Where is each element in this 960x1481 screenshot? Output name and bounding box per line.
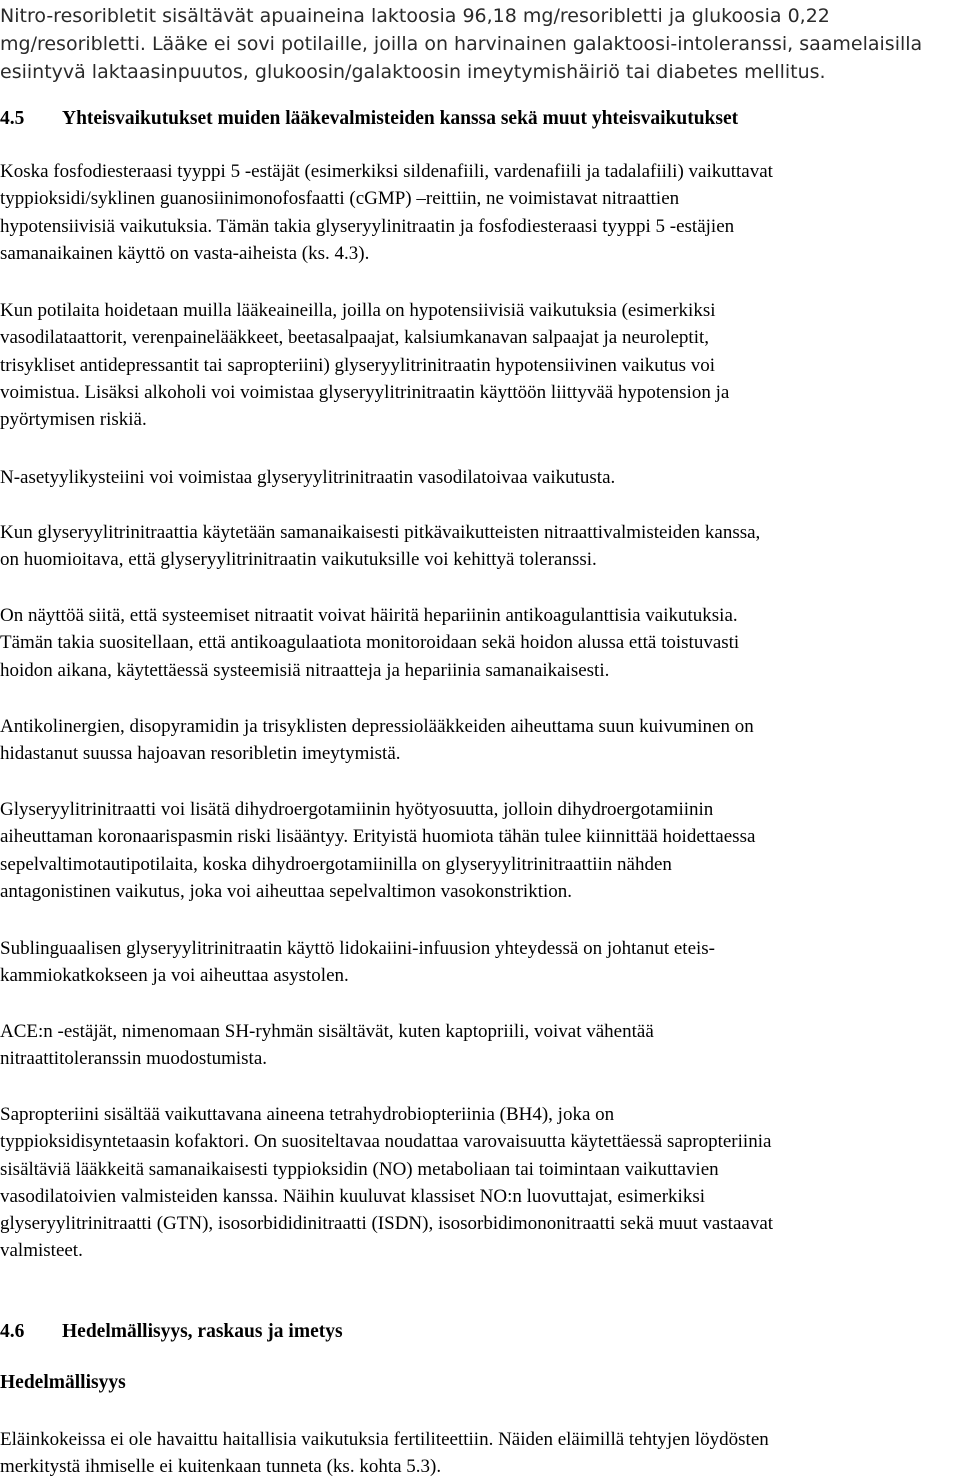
paragraph-hypotensive-drugs: Kun potilaita hoidetaan muilla lääkeaineilla, joilla on hypotensiivisiä vaikutuksia (esimerkiksi vasodilataattorit, verenpainelääkkeet, beetasalpaajat, kalsiumkanavan salpaajat ja neuroleptit, trisykliset antidepressantit tai sapropteriini) glyseryylitrinitraatin hypotensiivinen vaikutus voi voimistua. Lisäksi alkoholi voi voimistaa glyseryylitrinitraatin käyttöön liittyvää hypotension ja pyörtymisen riskiä. — [0, 300, 730, 431]
paragraph-sapropterin: Sapropteriini sisältää vaikuttavana aineena tetrahydrobiopteriinia (BH4), joka on typpioksidisyntetaasin kofaktori. On suositeltavaa noudattaa varovaisuutta käytettäessä sapropteriinia sisältäviä lääkkeitä samanaikaisesti typpioksidin (NO) metaboliaan tai toimintaan vaikuttavien vasodilatoivien valmisteiden kanssa. Näihin kuuluvat klassiset NO:n luovuttajat, esimerkiksi glyseryylitrinitraatti (GTN), isosorbididinitraatti (ISDN), isosorbidimononitraatti sekä muut vastaavat valmisteet. — [0, 1104, 774, 1262]
paragraph-lidocaine: Sublinguaalisen glyseryylitrinitraatin käyttö lidokaiini-infuusion yhteydessä on johtanut eteis- kammiokatkokseen ja voi aiheuttaa asystolen. — [0, 938, 716, 987]
paragraph-pde5-inhibitors: Koska fosfodiesteraasi tyyppi 5 -estäjät (esimerkiksi sildenafiili, vardenafiili ja tadalafiili) vaikuttavat typpioksidi/syklinen guanosiinimonofosfaatti (cGMP) –reittiin, ne voimistavat nitraattien hypotensiivisiä vaikutuksia. Tämän takia glyseryylinitraatin ja fosfodiesteraasi tyyppi 5 -estäjien samanaikainen käyttö on vasta-aiheista (ks. 4.3). — [0, 161, 773, 264]
section-title: Hedelmällisyys, raskaus ja imetys — [62, 1321, 343, 1342]
section-heading-4-6 — [0, 1318, 343, 1346]
paragraph-n-acetylcysteine: N-asetyylikysteiini voi voimistaa glyseryylitrinitraatin vasodilatoivaa vaikutusta. — [0, 467, 616, 488]
paragraph-heparin: On näyttöä siitä, että systeemiset nitraatit voivat häiritä hepariinin antikoagulanttisia vaikutuksia. Tämän takia suositellaan, että antikoagulaatiota monitoroidaan sekä hoidon alussa että toistuvasti hoidon aikana, käytettäessä systeemisiä nitraatteja ja hepariinia samanaikaisesti. — [0, 605, 740, 681]
paragraph-dihydroergotamine: Glyseryylitrinitraatti voi lisätä dihydroergotamiinin hyötyosuutta, jolloin dihydroergotamiinin aiheuttaman koronaarispasmin riski lisääntyy. Erityistä huomiota tähän tulee kiinnittää hoidettaessa sepelvaltimotautipotilaita, koska dihydroergotamiinilla on glyseryylitrinitraattiin nähden antagonistinen vaikutus, joka voi aiheuttaa sepelvaltimon vasokonstriktion. — [0, 799, 756, 902]
section-number: 4.5 — [0, 108, 25, 129]
subheading-fertility: Hedelmällisyys — [0, 1372, 126, 1393]
section-title: Yhteisvaikutukset muiden lääkevalmisteiden kanssa sekä muut yhteisvaikutukset — [62, 108, 739, 129]
section-heading-4-5 — [0, 105, 960, 133]
intro-paragraph: Nitro-resoribletit sisältävät apuaineina laktoosia 96,18 mg/resoribletti ja glukoosia 0,22 mg/resoribletti. Lääke ei sovi potilaille, joilla on harvinainen galaktoosi-intoleranssi, saamelaisilla esiintyvä laktaasinpuutos, glukoosin/galaktoosin imeytymishäiriö tai diabetes mellitus. — [0, 5, 923, 83]
paragraph-ace-inhibitors: ACE:n -estäjät, nimenomaan SH-ryhmän sisältävät, kuten kaptopriili, voivat vähentää nitraattitoleranssin muodostumista. — [0, 1021, 654, 1070]
paragraph-tolerance: Kun glyseryylitrinitraattia käytetään samanaikaisesti pitkävaikutteisten nitraattivalmisteiden kanssa, on huomioitava, että glyseryylitrinitraatin vaikutuksille voi kehittyä toleranssi. — [0, 522, 761, 571]
paragraph-fertility: Eläinkokeissa ei ole havaittu haitallisia vaikutuksia fertiliteettiin. Näiden eläimillä tehtyjen löydösten merkitystä ihmiselle ei kuitenkaan tunneta (ks. kohta 5.3). — [0, 1429, 769, 1478]
section-number: 4.6 — [0, 1321, 25, 1342]
paragraph-anticholinergics: Antikolinergien, disopyramidin ja trisyklisten depressiolääkkeiden aiheuttama suun kuivuminen on hidastanut suussa hajoavan resoribletin imeytymistä. — [0, 716, 754, 765]
